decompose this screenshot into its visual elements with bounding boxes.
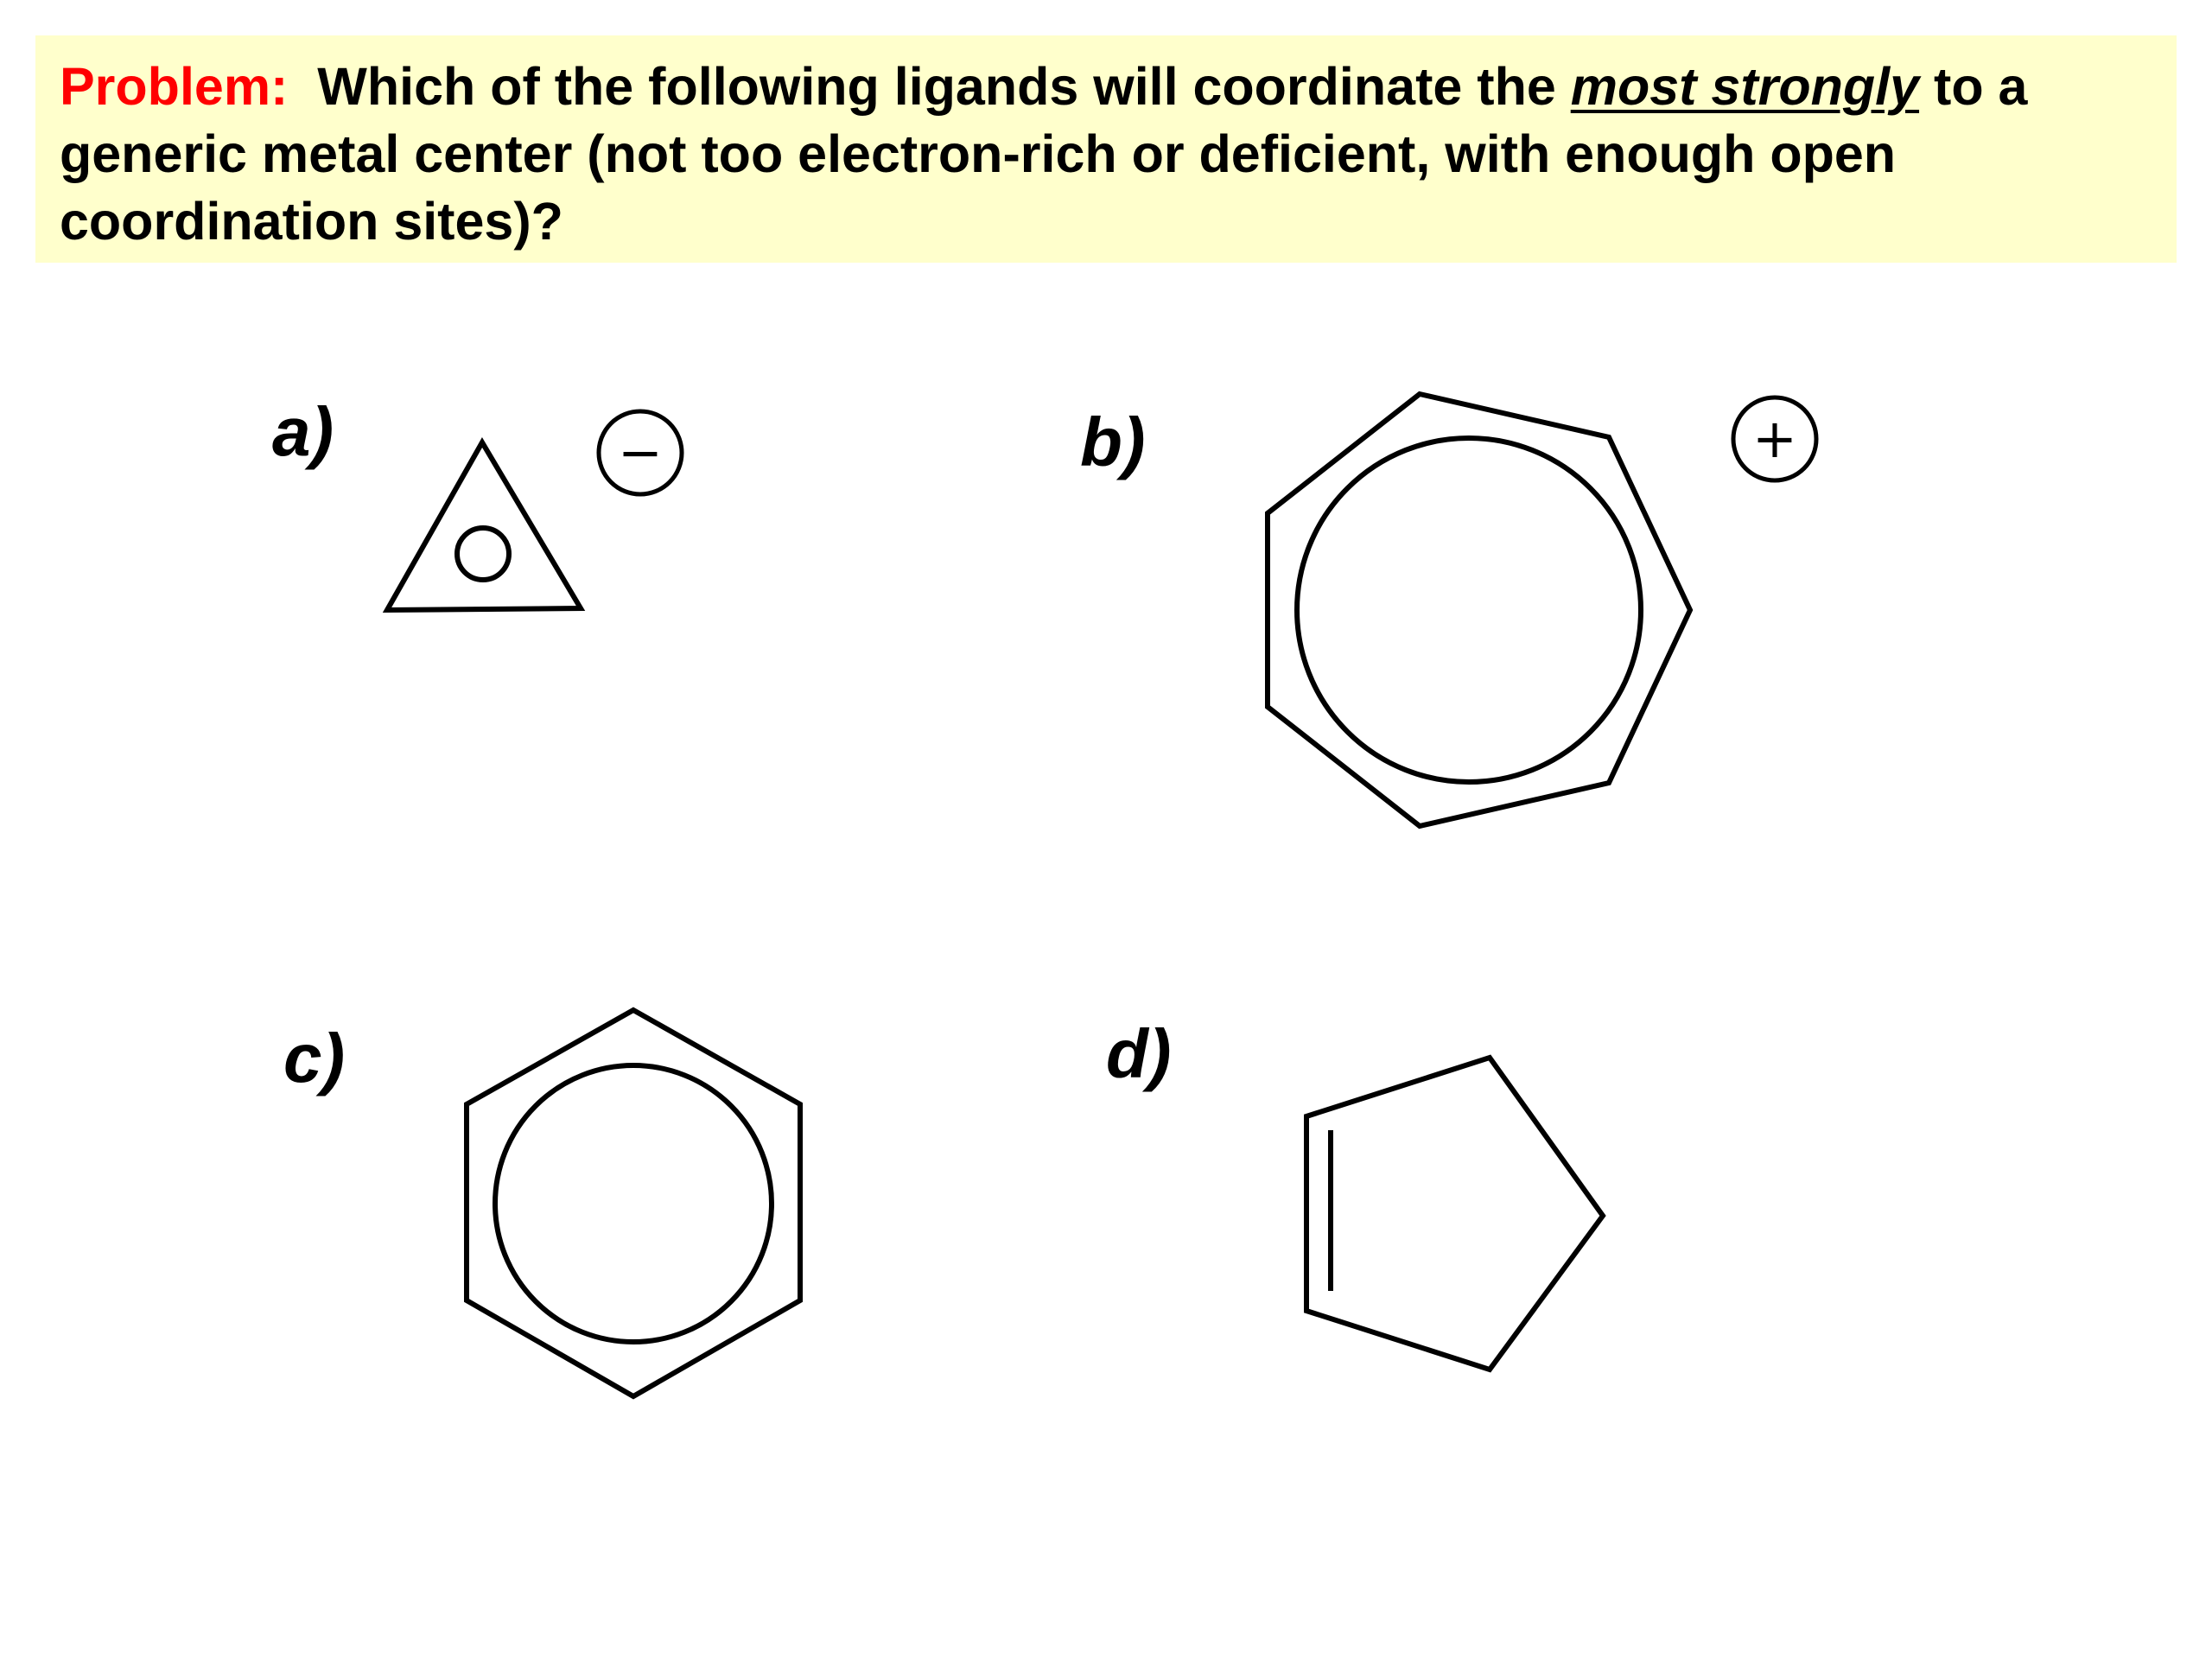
ligand-a-cyclopropenyl-anion (387, 442, 581, 610)
problem-text-before: Which of the following ligands will coordinate the (317, 57, 1556, 116)
ligand-b-tropylium-cation (1268, 394, 1690, 826)
charge-sign-a: − (618, 421, 663, 484)
option-label-d: d) (1106, 1015, 1172, 1092)
problem-label: Problem: (60, 57, 289, 116)
option-label-a: a) (272, 393, 334, 470)
ligand-d-cyclopentene (1306, 1058, 1603, 1370)
ligand-c-benzene (467, 1010, 800, 1396)
option-label-c: c) (283, 1020, 346, 1096)
problem-text-after: to a generic metal center (not too electron-rich or deficient, with enough open coordination sites)? (60, 57, 2028, 251)
problem-emphasis: most strongly (1570, 57, 1920, 116)
charge-b (1733, 397, 1816, 480)
aromatic-circle-b (1297, 438, 1641, 782)
option-label-b: b) (1080, 404, 1146, 480)
aromatic-circle-a (457, 528, 509, 580)
heptagon-ring (1268, 394, 1690, 826)
charge-sign-b: + (1752, 407, 1797, 470)
hexagon-ring (467, 1010, 800, 1396)
charge-a (599, 411, 682, 494)
aromatic-circle-c (495, 1065, 772, 1342)
pentagon-ring (1306, 1058, 1603, 1370)
